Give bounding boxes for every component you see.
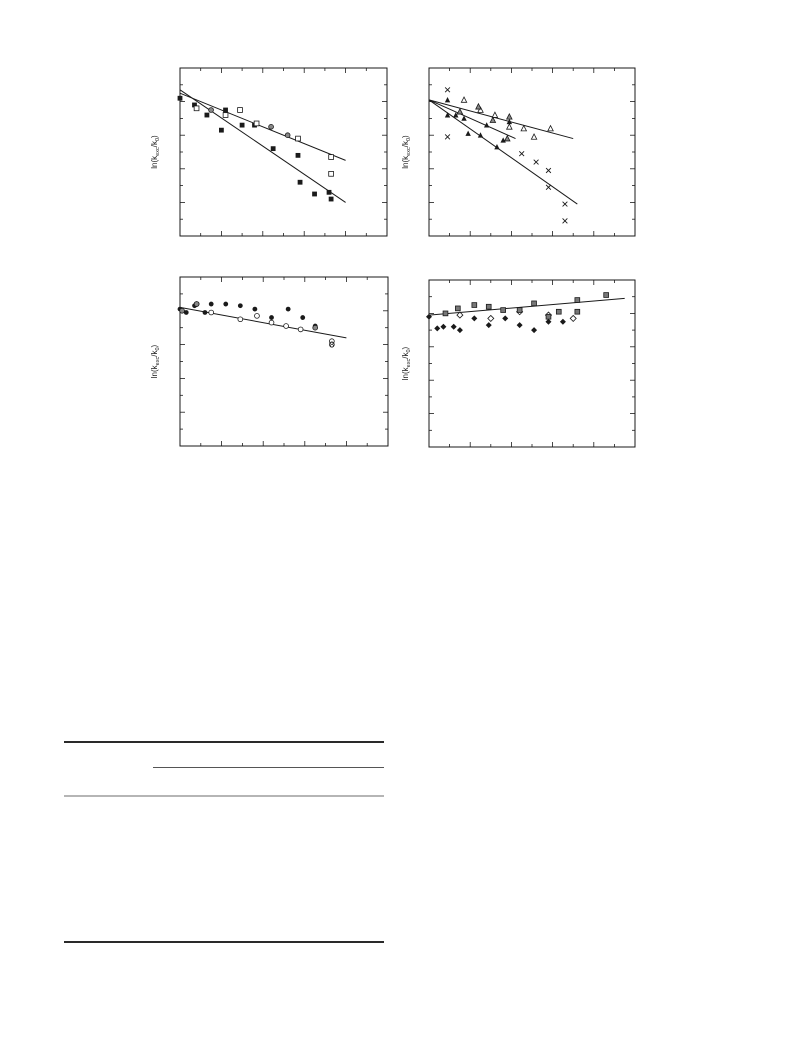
data-point-open-diamond [570,315,576,321]
fit-line [429,100,577,204]
data-point-half-square [443,311,448,316]
data-point-half-square [501,308,506,313]
data-point-filled-square [329,197,334,202]
panel-bottom-right [401,280,635,447]
data-point-half-square [546,314,551,319]
data-point-cross [563,202,568,207]
data-point-filled-diamond [531,327,537,333]
data-point-open-square [238,108,243,113]
data-point-open-diamond [488,315,494,321]
table-bottom-rule [64,941,384,943]
data-point-filled-circle [223,302,228,307]
data-point-half-square [575,298,580,303]
data-point-filled-circle [300,315,305,320]
data-point-filled-diamond [502,315,508,321]
data-point-open-square [296,136,301,141]
data-point-half-square [604,293,609,298]
data-point-open-triangle [548,126,553,131]
fit-line [180,90,346,203]
data-point-filled-square [223,108,228,113]
data-point-open-triangle [531,134,536,139]
data-point-open-circle [238,317,243,322]
data-point-filled-triangle [445,97,450,102]
plot-frame [429,68,635,236]
y-axis-label: $\ln(k_{exc}/k_0)$ [150,344,161,379]
data-point-cross [445,134,450,139]
data-point-filled-circle [252,307,257,312]
data-point-open-circle [255,313,260,318]
table-header-subrule [153,767,384,768]
data-point-cross [546,185,551,190]
data-point-filled-circle [238,303,243,308]
data-point-filled-circle [209,302,214,307]
data-point-open-circle [284,324,289,329]
data-point-half-circle [269,124,274,129]
data-point-open-square [329,171,334,176]
data-point-open-square [223,113,228,118]
data-point-open-triangle [521,126,526,131]
table-top-rule [64,741,384,743]
data-point-half-square [575,309,580,314]
data-point-open-circle [209,310,214,315]
data-point-half-triangle [457,109,462,114]
data-point-half-circle [209,108,214,113]
data-point-filled-diamond [471,315,477,321]
data-point-open-square [194,106,199,111]
data-point-filled-square [219,128,224,133]
data-point-filled-diamond [434,325,440,331]
data-point-open-triangle [461,97,466,102]
data-point-filled-diamond [517,322,523,328]
data-point-cross [534,160,539,165]
data-point-half-circle [313,325,318,330]
data-point-filled-diamond [451,324,457,330]
data-point-half-circle [285,133,290,138]
data-point-filled-diamond [457,327,463,333]
data-point-filled-circle [286,307,291,312]
data-point-cross [445,87,450,92]
table-header-bottom-rule [64,795,384,797]
data-point-filled-square [271,146,276,151]
data-point-filled-diamond [545,319,551,325]
data-point-half-square [455,306,460,311]
data-point-open-circle [298,327,303,332]
fit-line [180,93,346,160]
data-point-filled-square [296,153,301,158]
data-point-filled-square [240,123,245,128]
data-point-half-circle [194,302,199,307]
data-point-open-square [254,121,259,126]
plot-frame [180,68,387,236]
data-point-filled-square [205,113,210,118]
data-point-open-circle [269,320,274,325]
data-point-half-square [556,309,561,314]
data-point-half-triangle [507,114,512,119]
panel-top-right [401,68,635,236]
data-point-filled-square [327,190,332,195]
y-axis-label: $\ln(k_{exc}/k_0)$ [401,135,412,169]
annotation-label: 8 [329,340,335,350]
data-point-open-square [329,155,334,160]
data-point-half-triangle [476,104,481,109]
panel-top-left [150,68,387,236]
data-point-filled-square [312,192,317,197]
data-point-half-square [486,304,491,309]
data-point-filled-diamond [486,322,492,328]
data-point-half-triangle [505,136,510,141]
data-point-filled-triangle [465,131,470,136]
data-point-filled-square [298,180,303,185]
panel-bottom-left [150,277,388,446]
data-point-cross [546,168,551,173]
data-point-filled-circle [203,310,208,315]
y-axis-label: $\ln(k_{exc}/k_0)$ [401,346,412,381]
data-point-cross [563,218,568,223]
data-point-filled-circle [269,315,274,320]
fit-line [429,100,573,139]
y-axis-label: $\ln(k_{exc}/k_0)$ [150,135,161,169]
data-point-filled-square [178,96,183,101]
data-point-half-square [472,303,477,308]
data-point-filled-diamond [560,319,566,325]
data-point-cross [519,151,524,156]
data-point-filled-diamond [440,324,446,330]
data-point-half-square [532,301,537,306]
data-point-half-circle [180,308,185,313]
data-point-open-triangle [507,124,512,129]
data-point-half-square [517,308,522,313]
